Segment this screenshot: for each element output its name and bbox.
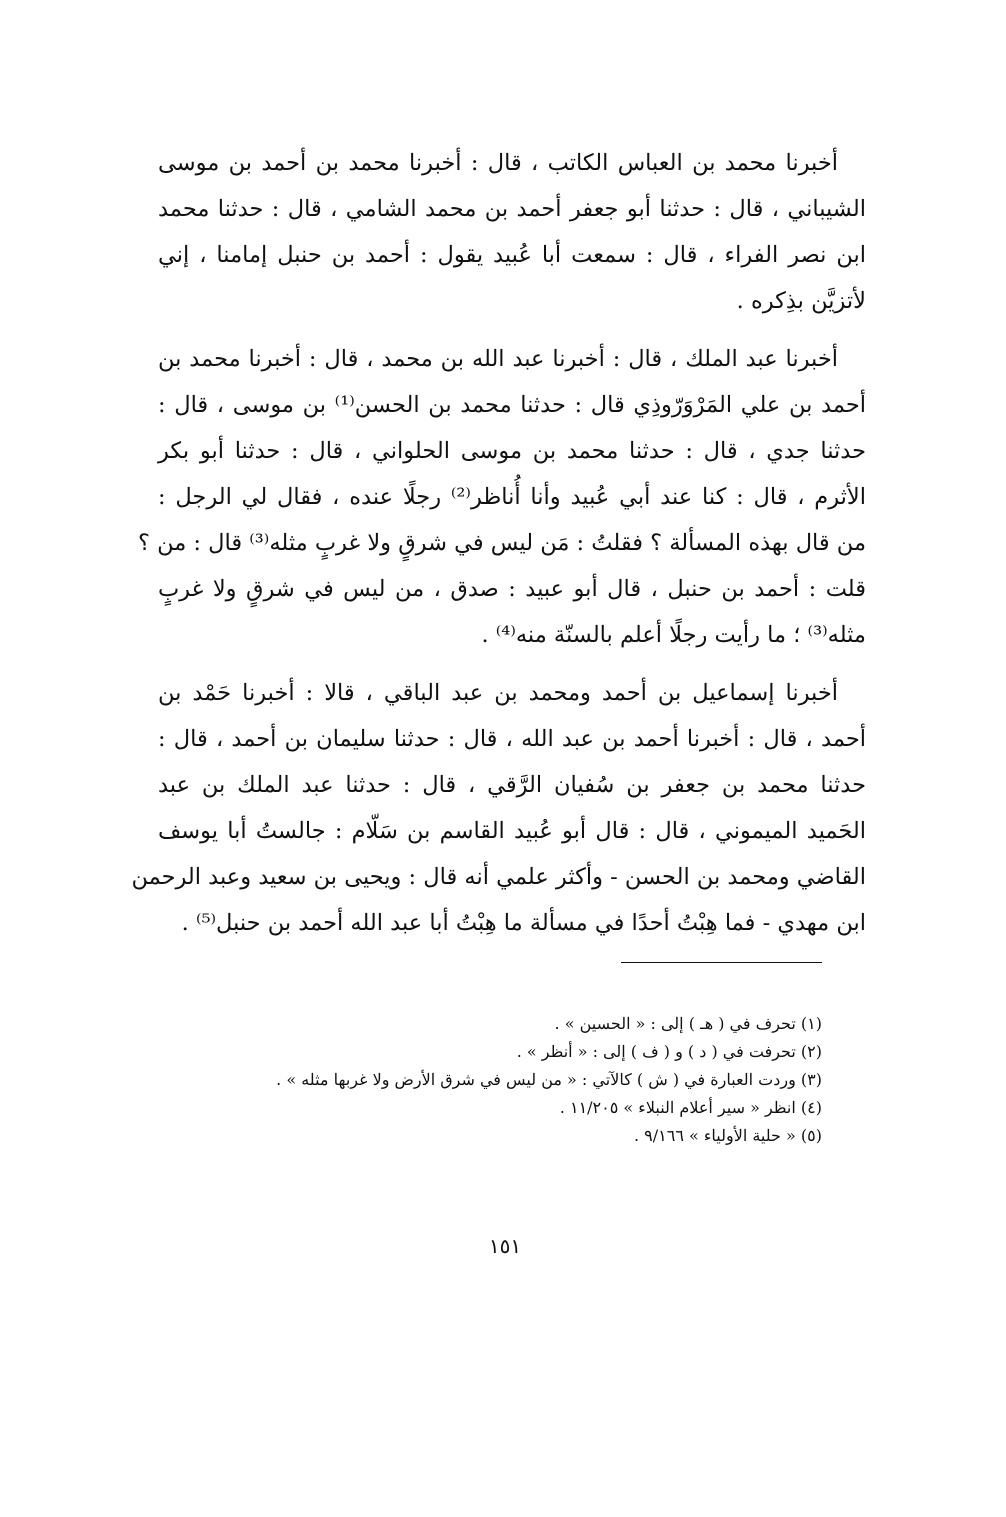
text-line: أخبرنا إسماعيل بن أحمد ومحمد بن عبد الباقي ، قالا : أخبرنا حَمْد بن bbox=[158, 680, 838, 706]
footnote-5: (٥) « حلية الأولياء » ٩/١٦٦ . bbox=[633, 1126, 822, 1145]
text-line: أحمد بن علي المَرْوَرّوذِي قال : حدثنا محمد بن الحسن⁽¹⁾ بن موسى ، قال : bbox=[158, 392, 866, 418]
footnote-4: (٤) انظر « سير أعلام النبلاء » ١١/٢٠٥ . bbox=[559, 1098, 822, 1117]
text-line: من قال بهذه المسألة ؟ فقلتُ : مَن ليس في شرقٍ ولا غربٍ مثله⁽³⁾ قال : من ؟ bbox=[137, 530, 866, 556]
text-line: أخبرنا محمد بن العباس الكاتب ، قال : أخبرنا محمد بن أحمد بن موسى bbox=[158, 150, 838, 176]
text-line: أحمد ، قال : أخبرنا أحمد بن عبد الله ، قال : حدثنا سليمان بن أحمد ، قال : bbox=[158, 726, 866, 752]
paragraph-2 bbox=[137, 336, 866, 658]
text-line: الأثرم ، قال : كنا عند أبي عُبيد وأنا أُناظر⁽²⁾ رجلًا عنده ، فقال لي الرجل : bbox=[158, 484, 866, 510]
paragraph-3 bbox=[131, 670, 866, 946]
text-line: قلت : أحمد بن حنبل ، قال أبو عبيد : صدق ، من ليس في شرقٍ ولا غربٍ bbox=[158, 576, 866, 602]
paragraph-1 bbox=[158, 140, 866, 324]
body-text bbox=[131, 140, 866, 958]
footnote-3: (٣) وردت العبارة في ( ش ) كالآتي : « من ليس في شرق الأرض ولا غربها مثله » . bbox=[276, 1070, 822, 1089]
footnotes bbox=[200, 1010, 822, 1150]
footnote-2: (٢) تحرفت في ( د ) و ( ف ) إلى : « أنظر » . bbox=[516, 1042, 822, 1061]
text-line: القاضي ومحمد بن الحسن - وأكثر علمي أنه قال : ويحيى بن سعيد وعبد الرحمن bbox=[131, 864, 866, 890]
text-line: حدثنا جدي ، قال : حدثنا محمد بن موسى الحلواني ، قال : حدثنا أبو بكر bbox=[158, 438, 866, 464]
text-line: ابن مهدي - فما هِبْتُ أحدًا في مسألة ما هِبْتُ أبا عبد الله أحمد بن حنبل⁽⁵⁾ . bbox=[181, 910, 866, 936]
text-line: الشيباني ، قال : حدثنا أبو جعفر أحمد بن محمد الشامي ، قال : حدثنا محمد bbox=[158, 196, 866, 222]
text-line: لأتزيَّن بذِكره . bbox=[736, 288, 866, 314]
text-line: حدثنا محمد بن جعفر بن سُفيان الرَّقي ، قال : حدثنا عبد الملك بن عبد bbox=[158, 772, 866, 798]
page-number: ١٥١ bbox=[488, 1234, 522, 1258]
text-line: الحَميد الميموني ، قال : قال أبو عُبيد القاسم بن سَلّام : جالستُ أبا يوسف bbox=[158, 818, 866, 844]
text-line: أخبرنا عبد الملك ، قال : أخبرنا عبد الله بن محمد ، قال : أخبرنا محمد بن bbox=[158, 346, 838, 372]
text-line: ابن نصر الفراء ، قال : سمعت أبا عُبيد يقول : أحمد بن حنبل إمامنا ، إني bbox=[158, 242, 866, 268]
text-line: مثله⁽³⁾ ؛ ما رأيت رجلًا أعلم بالسنّة منه⁽⁴⁾ . bbox=[481, 622, 866, 648]
footnote-divider bbox=[621, 962, 822, 963]
footnote-1: (١) تحرف في ( هـ ) إلى : « الحسين » . bbox=[554, 1014, 822, 1033]
